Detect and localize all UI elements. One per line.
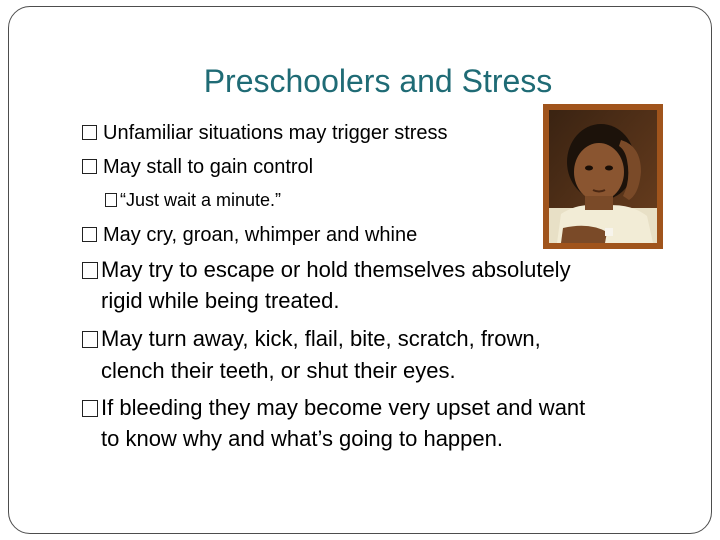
bullet-text-2: May stall to gain control xyxy=(103,156,314,178)
bullet-box-icon xyxy=(82,331,98,348)
bullet-box-icon xyxy=(82,159,97,174)
bullet-text-1: Unfamiliar situations may trigger stress xyxy=(103,122,448,144)
bullet-text-3: May cry, groan, whimper and whine xyxy=(103,224,418,246)
bullet-item-2 xyxy=(82,157,313,177)
bullet-text-5-line2: clench their teeth, or shut their eyes. xyxy=(101,358,456,383)
bullet-text-5-line1: May turn away, kick, flail, bite, scratch, frown, xyxy=(101,326,541,351)
bullet-item-3 xyxy=(82,225,417,245)
bullet-box-icon xyxy=(82,400,98,417)
child-photo-image xyxy=(549,110,657,243)
bullet-item-1 xyxy=(82,123,448,143)
child-photo xyxy=(543,104,663,249)
sub-bullet-text: “Just wait a minute.” xyxy=(120,190,282,210)
sub-bullet-item xyxy=(105,191,281,209)
slide-title: Preschoolers and Stress xyxy=(203,63,553,99)
bullet-item-6 xyxy=(82,397,585,419)
bullet-text-6-line2: to know why and what’s going to happen. xyxy=(101,426,503,451)
bullet-text-4-line2: rigid while being treated. xyxy=(101,288,340,313)
bullet-text-6-line1: If bleeding they may become very upset and want xyxy=(101,395,586,420)
bullet-item-5 xyxy=(82,328,541,350)
bullet-text-4-line1: May try to escape or hold themselves absolutely xyxy=(101,257,571,282)
bullet-box-icon xyxy=(82,227,97,242)
bullet-box-icon xyxy=(82,125,97,140)
bullet-box-icon xyxy=(105,193,117,207)
bullet-box-icon xyxy=(82,262,98,279)
bullet-item-4 xyxy=(82,259,571,281)
